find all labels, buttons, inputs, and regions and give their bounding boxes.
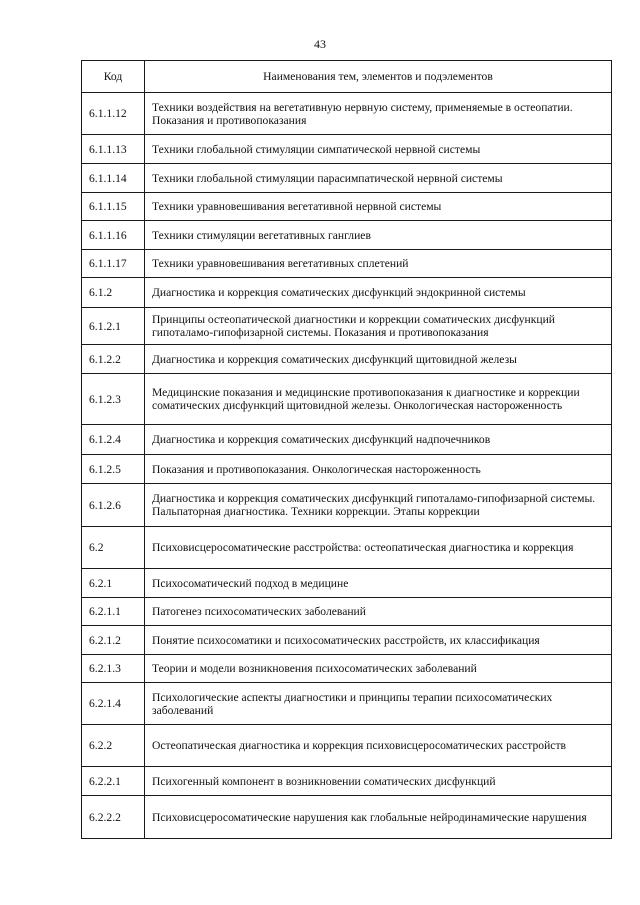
table-row	[82, 135, 612, 164]
row-code: 6.2.1.2	[82, 626, 145, 655]
row-code: 6.1.2	[82, 278, 145, 308]
row-code: 6.1.1.17	[82, 250, 145, 278]
row-code: 6.1.2.4	[82, 425, 145, 455]
row-name: Техники уравновешивания вегетативной нервной системы	[145, 193, 612, 221]
row-code: 6.2.2	[82, 725, 145, 767]
row-code: 6.1.1.15	[82, 193, 145, 221]
table-row	[82, 221, 612, 250]
row-name: Техники глобальной стимуляции парасимпатической нервной системы	[145, 164, 612, 193]
row-name: Техники воздействия на вегетативную нервную систему, применяемые в остеопатии. Показания и противопоказания	[145, 93, 612, 135]
row-name: Техники глобальной стимуляции симпатической нервной системы	[145, 135, 612, 164]
row-name: Диагностика и коррекция соматических дисфункций щитовидной железы	[145, 345, 612, 374]
table-row	[82, 425, 612, 455]
row-code: 6.1.2.6	[82, 484, 145, 527]
row-name: Техники уравновешивания вегетативных сплетений	[145, 250, 612, 278]
table-row	[82, 345, 612, 374]
table-row	[82, 93, 612, 135]
row-name: Патогенез психосоматических заболеваний	[145, 598, 612, 626]
row-name: Психовисцеросоматические нарушения как глобальные нейродинамические нарушения	[145, 796, 612, 839]
row-code: 6.1.1.13	[82, 135, 145, 164]
row-name: Медицинские показания и медицинские противопоказания к диагностике и коррекции соматических дисфункций щитовидной железы. Онкологическая настороженность	[145, 374, 612, 425]
table-row	[82, 683, 612, 725]
row-name: Техники стимуляции вегетативных ганглиев	[145, 221, 612, 250]
row-name: Диагностика и коррекция соматических дисфункций надпочечников	[145, 425, 612, 455]
row-name: Психогенный компонент в возникновении соматических дисфункций	[145, 767, 612, 796]
row-name: Психосоматический подход в медицине	[145, 569, 612, 598]
table-row	[82, 164, 612, 193]
table-row	[82, 484, 612, 527]
header-code: Код	[82, 61, 145, 93]
row-code: 6.1.2.3	[82, 374, 145, 425]
table-row	[82, 278, 612, 308]
row-code: 6.1.1.12	[82, 93, 145, 135]
table-row	[82, 796, 612, 839]
row-name: Диагностика и коррекция соматических дисфункций эндокринной системы	[145, 278, 612, 308]
table-row	[82, 455, 612, 484]
row-code: 6.1.1.14	[82, 164, 145, 193]
row-code: 6.1.2.1	[82, 308, 145, 345]
row-name: Понятие психосоматики и психосоматических расстройств, их классификация	[145, 626, 612, 655]
table-row	[82, 655, 612, 683]
row-name: Остеопатическая диагностика и коррекция психовисцеросоматических расстройств	[145, 725, 612, 767]
row-name: Диагностика и коррекция соматических дисфункций гипоталамо-гипофизарной системы. Пальпаторная диагностика. Техники коррекции. Этапы коррекции	[145, 484, 612, 527]
topics-table	[81, 60, 612, 839]
row-code: 6.2.1.1	[82, 598, 145, 626]
table-row	[82, 308, 612, 345]
table-row	[82, 374, 612, 425]
header-name: Наименования тем, элементов и подэлементов	[145, 61, 612, 93]
row-code: 6.2.1	[82, 569, 145, 598]
row-code: 6.2.2.1	[82, 767, 145, 796]
row-name: Психологические аспекты диагностики и принципы терапии психосоматических заболеваний	[145, 683, 612, 725]
page-number: 43	[314, 37, 326, 51]
table-row	[82, 767, 612, 796]
table-row	[82, 569, 612, 598]
row-name: Теории и модели возникновения психосоматических заболеваний	[145, 655, 612, 683]
table-row	[82, 250, 612, 278]
row-code: 6.2.1.4	[82, 683, 145, 725]
row-code: 6.1.2.5	[82, 455, 145, 484]
row-name: Принципы остеопатической диагностики и коррекции соматических дисфункций гипоталамо-гипофизарной системы. Показания и противопоказания	[145, 308, 612, 345]
table-row	[82, 527, 612, 569]
table-header-row	[82, 61, 612, 93]
table-row	[82, 725, 612, 767]
table-row	[82, 626, 612, 655]
row-code: 6.1.1.16	[82, 221, 145, 250]
row-code: 6.2	[82, 527, 145, 569]
table-row	[82, 193, 612, 221]
row-name: Психовисцеросоматические расстройства: остеопатическая диагностика и коррекция	[145, 527, 612, 569]
row-code: 6.2.1.3	[82, 655, 145, 683]
row-code: 6.2.2.2	[82, 796, 145, 839]
row-name: Показания и противопоказания. Онкологическая настороженность	[145, 455, 612, 484]
table-row	[82, 598, 612, 626]
row-code: 6.1.2.2	[82, 345, 145, 374]
